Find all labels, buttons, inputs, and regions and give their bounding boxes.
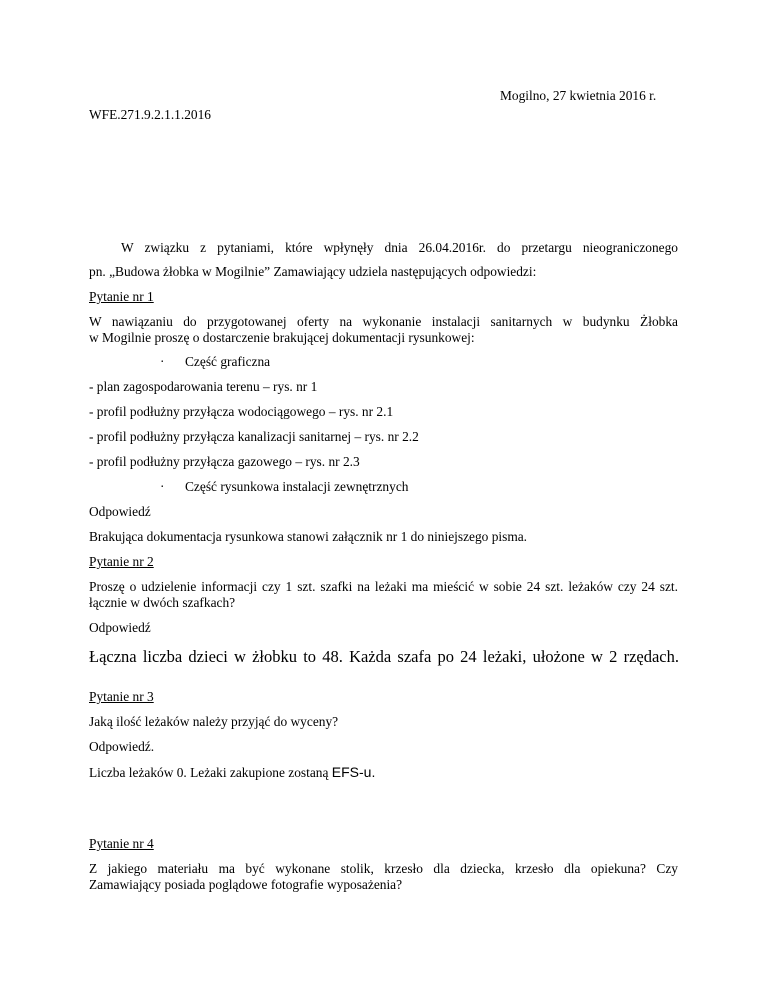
question-2-answer: Łączna liczba dzieci w żłobku to 48. Każda szafa po 24 leżaki, ułożone w 2 rzędach. bbox=[89, 647, 679, 666]
bullet-icon: · bbox=[160, 479, 165, 494]
question-1-item-3: - profil podłużny przyłącza kanalizacji sanitarnej – rys. nr 2.2 bbox=[89, 429, 419, 444]
question-1-answer: Brakująca dokumentacja rysunkowa stanowi załącznik nr 1 do niniejszego pisma. bbox=[89, 529, 528, 544]
question-3-answer-label: Odpowiedź. bbox=[89, 739, 155, 754]
intro-line-2: pn. „Budowa żłobka w Mogilnie” Zamawiający udziela następujących odpowiedzi: bbox=[89, 264, 537, 279]
place-date: Mogilno, 27 kwietnia 2016 r. bbox=[500, 88, 657, 103]
question-3-text: Jaką ilość leżaków należy przyjąć do wyceny? bbox=[89, 714, 339, 729]
question-1-line-1: W nawiązaniu do przygotowanej oferty na wykonanie instalacji sanitarnych w budynku Żłobka bbox=[89, 314, 678, 329]
question-3-heading: Pytanie nr 3 bbox=[89, 689, 154, 704]
question-1-heading: Pytanie nr 1 bbox=[89, 289, 154, 304]
question-1-item-1: - plan zagospodarowania terenu – rys. nr 1 bbox=[89, 379, 318, 394]
question-1-item-4: - profil podłużny przyłącza gazowego – rys. nr 2.3 bbox=[89, 454, 360, 469]
question-2-line-2: łącznie w dwóch szafkach? bbox=[89, 595, 236, 610]
reference-number: WFE.271.9.2.1.1.2016 bbox=[89, 107, 211, 122]
question-2-answer-label: Odpowiedź bbox=[89, 620, 151, 635]
question-2-heading: Pytanie nr 2 bbox=[89, 554, 154, 569]
question-4-line-1: Z jakiego materiału ma być wykonane stolik, krzesło dla dziecka, krzesło dla opiekuna? Czy bbox=[89, 861, 678, 876]
intro-line-1: W związku z pytaniami, które wpłynęły dnia 26.04.2016r. do przetargu nieograniczonego bbox=[121, 240, 678, 255]
question-1-item-2: - profil podłużny przyłącza wodociągowego – rys. nr 2.1 bbox=[89, 404, 394, 419]
question-3-answer-main: Liczba leżaków 0. Leżaki zakupione zostaną bbox=[89, 765, 332, 780]
question-1-bullet-2: Część rysunkowa instalacji zewnętrznych bbox=[185, 479, 409, 494]
bullet-icon: · bbox=[160, 354, 165, 369]
question-3-answer bbox=[89, 764, 375, 781]
question-1-line-2: w Mogilnie proszę o dostarczenie brakującej dokumentacji rysunkowej: bbox=[89, 330, 475, 345]
question-4-heading: Pytanie nr 4 bbox=[89, 836, 154, 851]
question-1-answer-label: Odpowiedź bbox=[89, 504, 151, 519]
question-1-bullet-1: Część graficzna bbox=[185, 354, 271, 369]
question-2-line-1: Proszę o udzielenie informacji czy 1 szt. szafki na leżaki ma mieścić w sobie 24 szt. leżaków czy 24 szt. bbox=[89, 579, 678, 594]
question-3-answer-tail: EFS-u. bbox=[331, 764, 376, 780]
question-4-line-2: Zamawiający posiada poglądowe fotografie wyposażenia? bbox=[89, 877, 403, 892]
